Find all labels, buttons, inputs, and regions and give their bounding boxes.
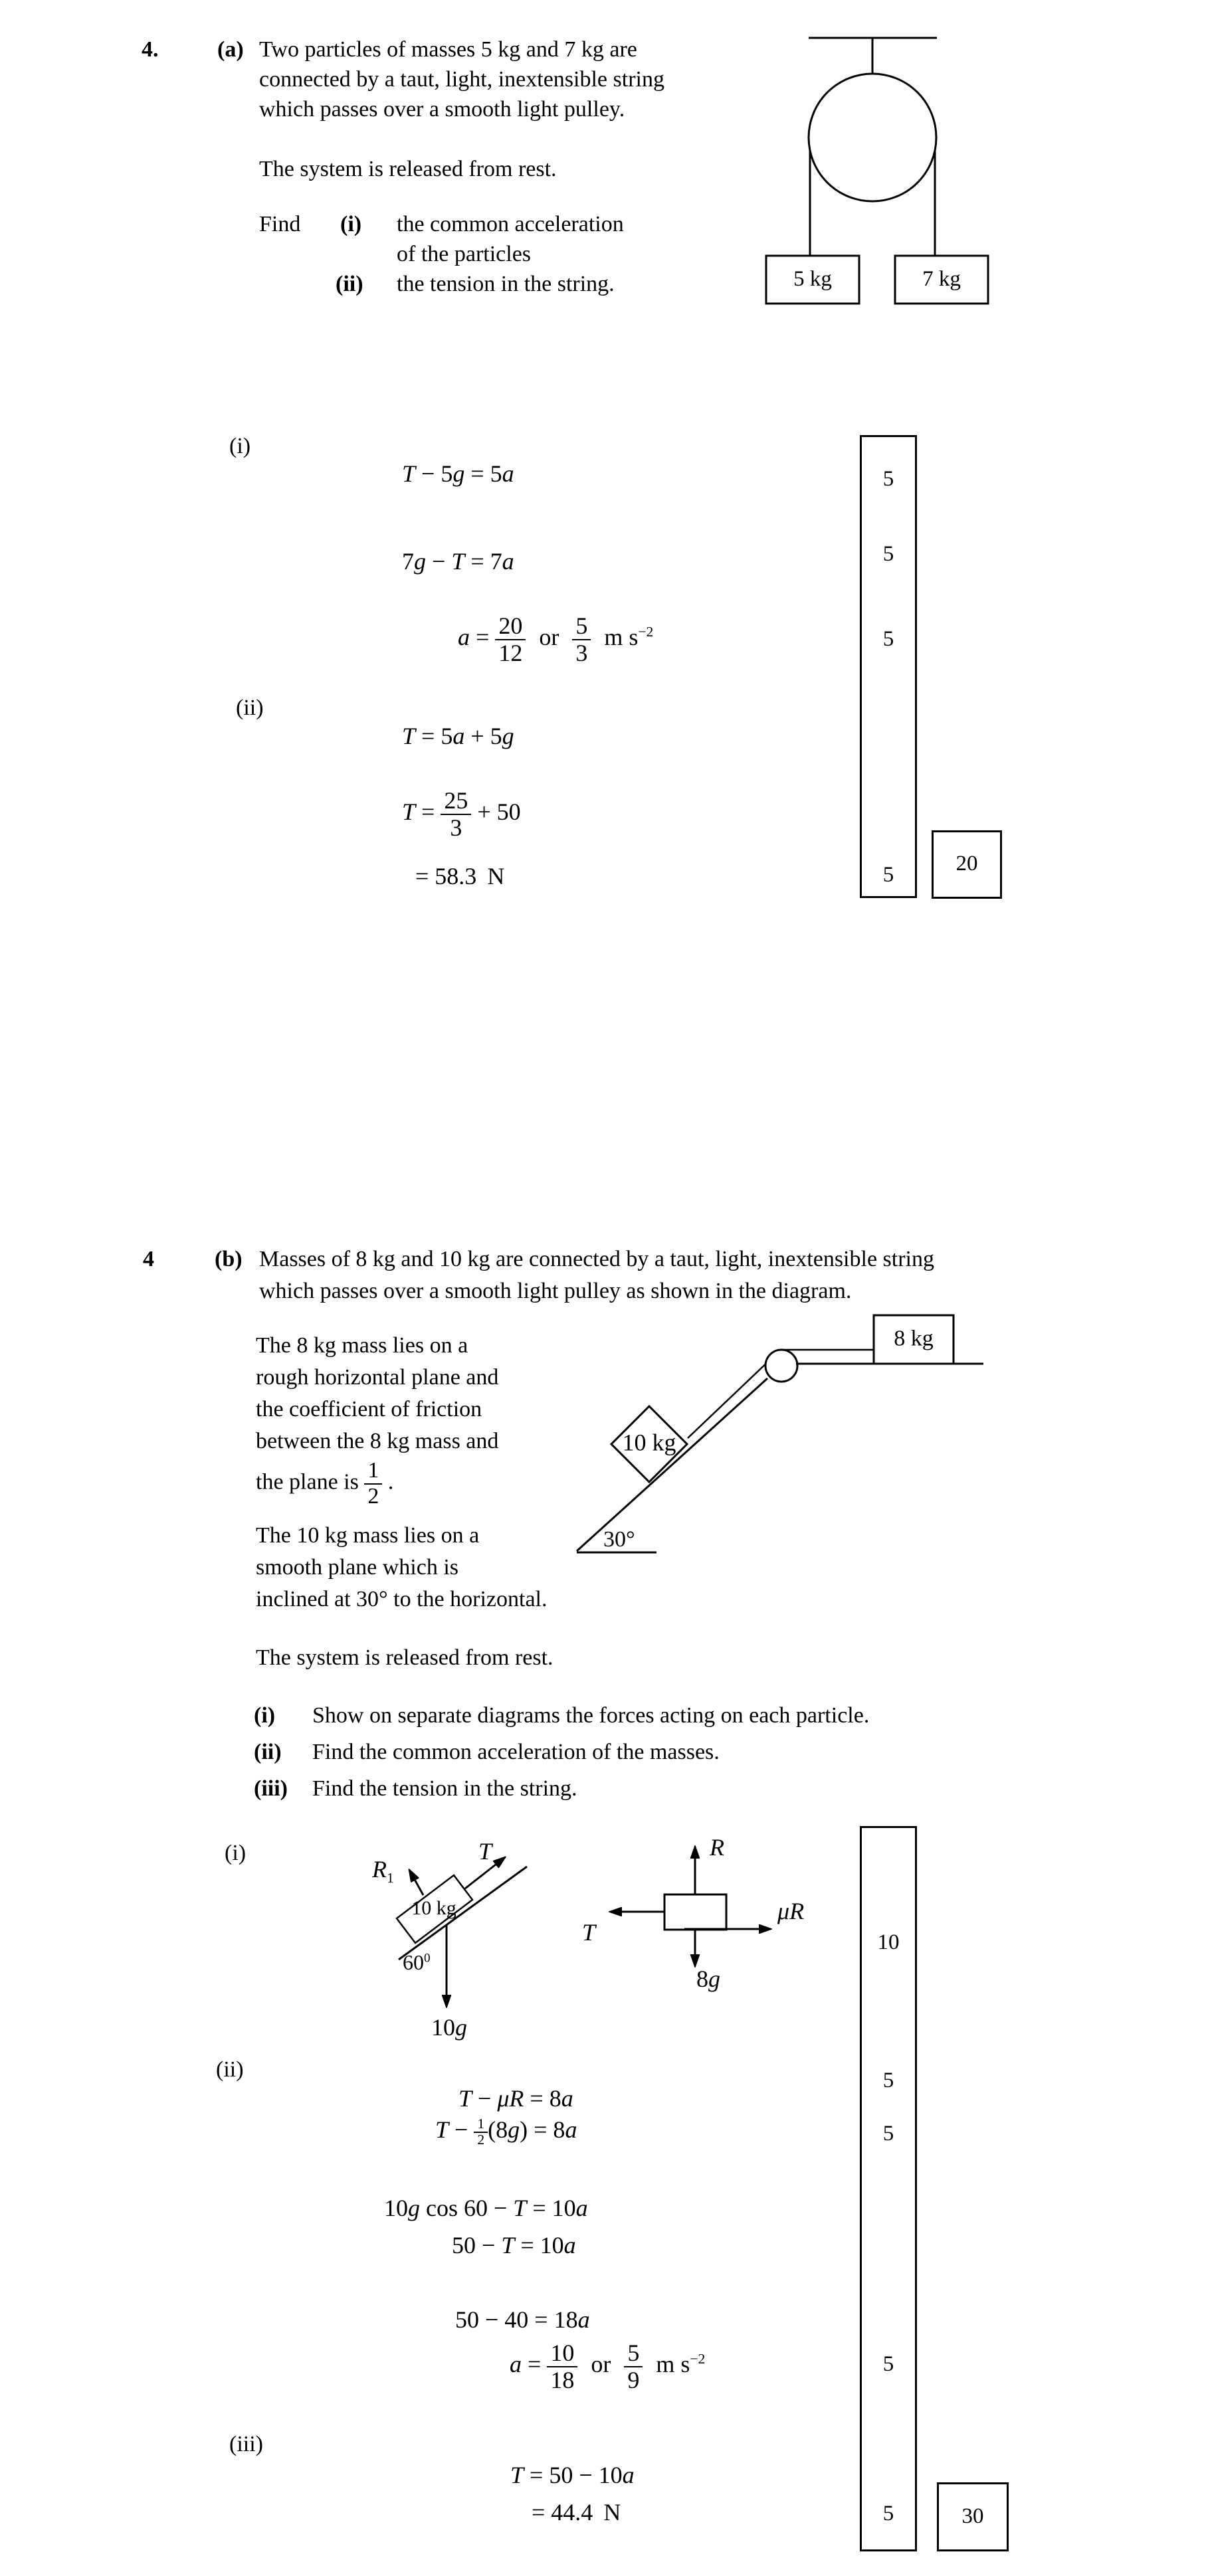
equation-a-i-1: T − 5g = 5a [402,460,514,487]
question-4b-line: which passes over a smooth light pulley as shown in the diagram. [259,1279,852,1303]
para-10kg-line: inclined at 30° to the horizontal. [256,1587,548,1611]
equation-a-i-2: 7g − T = 7a [402,548,514,575]
marks-total-b: 30 [961,2504,984,2529]
equation-a-i-3: a = $\frac{20}{12}$ or $\frac{5}{3}$ m $s^{-2}$ [458,612,654,666]
mark-cell: 5 [882,627,894,652]
mass-label-7kg: 7 kg [922,267,961,292]
item-iii-text: Find the tension in the string. [312,1776,577,1801]
equation-b-ii-1: T − μR = 8a [458,2085,573,2112]
solution-b-ii-label: (ii) [216,2057,244,2082]
equation-a-ii-2: T = $\frac{25}{3}$ + 50 [402,787,521,841]
mass-label-8kg: 8 kg [894,1326,934,1351]
question-4b-letter: (b) [215,1247,243,1271]
mark-cell: 5 [882,2502,894,2526]
marks-total-a: 20 [956,852,978,876]
angle-label-30: 30° [603,1527,635,1552]
mark-cell: 5 [882,863,894,887]
block-mass-label: 10 kg [411,1897,456,1919]
mark-cell: 5 [882,467,894,492]
question-4a-number: 4. [142,37,159,62]
equation-a-ii-3: = 58.3 N [415,863,505,889]
equation-b-ii-2: T − $\frac{1}{2}$ (8g) = 8a [435,2116,577,2148]
find-i-text: the common acceleration [397,212,624,236]
question-4a-letter: (a) [217,37,244,62]
find-ii-label: (ii) [336,272,363,296]
question-4a-line: which passes over a smooth light pulley. [259,97,625,122]
friction-label-mu-r: μR [777,1898,805,1924]
para-10kg-line: The 10 kg mass lies on a [256,1523,480,1548]
equation-b-ii-4: 50 − T = 10a [452,2232,576,2258]
item-iii-label: (iii) [254,1776,288,1801]
mass-label-5kg: 5 kg [793,267,832,292]
item-i-text: Show on separate diagrams the forces acting on each particle. [312,1703,870,1728]
para-10kg-line: smooth plane which is [256,1555,459,1580]
equation-a-ii-1: T = 5a + 5g [402,723,514,749]
find-word: Find [259,212,301,236]
item-i-label: (i) [254,1703,276,1728]
solution-b-i-label: (i) [225,1841,247,1865]
item-ii-label: (ii) [254,1740,282,1764]
equation-b-iii-1: T = 50 − 10a [510,2462,635,2488]
equation-b-iii-2: = 44.4 N [532,2499,621,2526]
equation-b-ii-5: 50 − 40 = 18a [455,2306,590,2333]
weight-label-8g: 8g [696,1966,720,1992]
mark-cell: 5 [882,2122,894,2146]
mark-cell: 5 [882,2069,894,2093]
mark-cell: 5 [882,2352,894,2377]
released-from-rest-b: The system is released from rest. [256,1645,554,1670]
para-8kg-friction-line: the plane is $\frac{1}{2}$ . [256,1458,394,1509]
marks-column-a [860,435,917,898]
mark-cell: 10 [877,1930,900,1955]
para-8kg-line: The 8 kg mass lies on a [256,1333,468,1358]
angle-label-60: $60^0$ [403,1950,431,1974]
find-i-label: (i) [340,212,362,236]
weight-label-10g: 10g [431,2014,467,2041]
question-4a-line: Two particles of masses 5 kg and 7 kg are [259,37,637,62]
para-8kg-line: rough horizontal plane and [256,1365,499,1390]
para-8kg-line: the coefficient of friction [256,1397,482,1422]
item-ii-text: Find the common acceleration of the masses. [312,1740,720,1764]
para-8kg-line: between the 8 kg mass and [256,1429,499,1453]
released-from-rest-a: The system is released from rest. [259,157,557,181]
normal-force-label-r: R [710,1834,724,1861]
normal-force-arrow [409,1870,423,1895]
equation-b-ii-6: a = $\frac{10}{18}$ or $\frac{5}{9}$ m $s^{-2}$ [510,2340,706,2393]
solution-a-ii-label: (ii) [236,695,264,720]
question-4b-line: Masses of 8 kg and 10 kg are connected by a taut, light, inextensible string [259,1247,934,1271]
tension-label-t: T [582,1919,596,1946]
question-4a-line: connected by a taut, light, inextensible string [259,67,664,92]
string-on-incline [688,1359,771,1438]
pulley-wheel [809,74,936,201]
question-4b-number: 4 [143,1247,154,1271]
find-i-text: of the particles [397,242,532,266]
incline-surface [577,1378,767,1551]
mark-cell: 5 [882,542,894,567]
solution-a-i-label: (i) [229,434,251,458]
solution-b-iii-label: (iii) [229,2432,263,2456]
find-ii-text: the tension in the string. [397,272,615,296]
mass-label-10kg: 10 kg [622,1429,676,1456]
normal-force-label-r1: $R_1$ [372,1856,394,1886]
tension-label-t: T [478,1838,492,1865]
block-on-plane [664,1894,726,1930]
pulley-wheel-b [765,1350,797,1382]
equation-b-ii-3: 10g cos 60 − T = 10a [384,2195,588,2221]
pulley-diagram [751,27,1017,312]
